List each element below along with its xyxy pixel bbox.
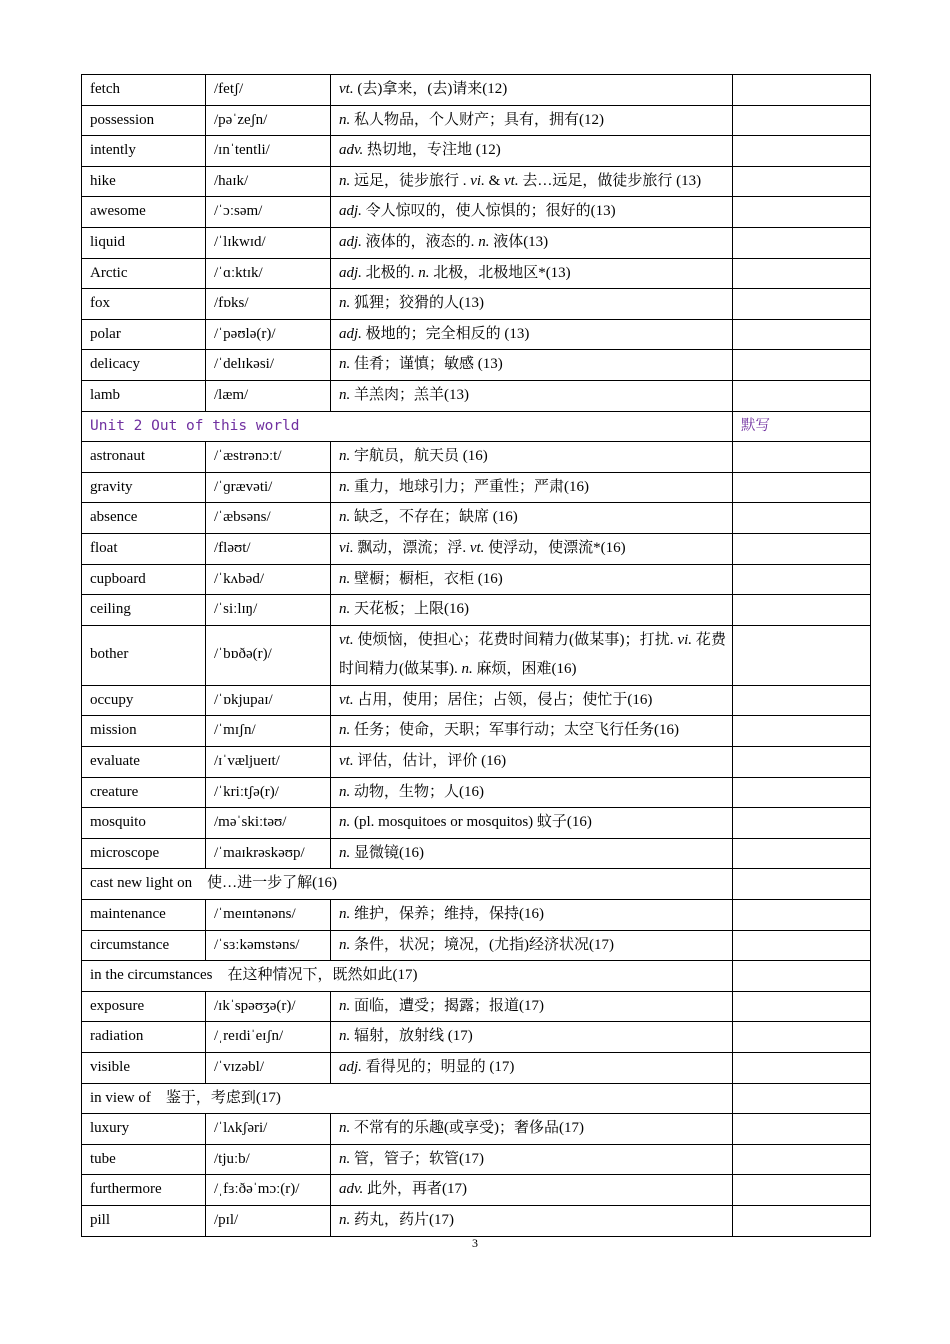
phonetic-cell: /ˈlʌkʃəri/ (206, 1114, 331, 1145)
phonetic-cell: /ˈɔːsəm/ (206, 197, 331, 228)
definition-cell (331, 166, 733, 197)
definition-text: 宇航员，航天员 (16) (350, 448, 488, 465)
unit-heading-row (82, 411, 871, 442)
definition-text: 此外，再者(17) (363, 1181, 468, 1198)
definition-text: 使浮动，使漂流*(16) (484, 539, 626, 556)
dictation-cell (733, 1144, 871, 1175)
part-of-speech: n. (418, 264, 430, 281)
word-cell: ceiling (82, 595, 206, 626)
dictation-cell (733, 747, 871, 778)
definition-text: 维护，保养；维持，保持(16) (350, 906, 544, 923)
definition-cell (331, 319, 733, 350)
definition-text: & (484, 172, 505, 189)
definition-cell (331, 533, 733, 564)
word-cell: cupboard (82, 564, 206, 595)
vocab-entry-row (82, 442, 871, 473)
dictation-cell (733, 166, 871, 197)
phonetic-cell: /ˈæbsəns/ (206, 503, 331, 534)
part-of-speech: n. (339, 1028, 351, 1045)
part-of-speech: n. (339, 172, 351, 189)
definition-cell (331, 838, 733, 869)
dictation-cell (733, 1114, 871, 1145)
dictation-cell (733, 1053, 871, 1084)
definition-cell (331, 685, 733, 716)
definition-cell (331, 1144, 733, 1175)
word-cell: mosquito (82, 808, 206, 839)
vocab-entry-row (82, 1144, 871, 1175)
word-cell: lamb (82, 380, 206, 411)
definition-cell (331, 75, 733, 106)
word-cell: possession (82, 105, 206, 136)
vocab-entry-row (82, 319, 871, 350)
dictation-cell (733, 136, 871, 167)
word-cell: occupy (82, 685, 206, 716)
phonetic-cell: /ˌreɪdiˈeɪʃn/ (206, 1022, 331, 1053)
phonetic-cell: /haɪk/ (206, 166, 331, 197)
dictation-cell (733, 472, 871, 503)
definition-text: 液体(13) (489, 233, 549, 250)
definition-text: 动物，生物；人(16) (350, 783, 484, 800)
definition-cell (331, 105, 733, 136)
part-of-speech: n. (339, 1211, 351, 1228)
phonetic-cell: /ˈɒkjupaɪ/ (206, 685, 331, 716)
phonetic-cell: /fetʃ/ (206, 75, 331, 106)
definition-cell (331, 900, 733, 931)
phonetic-cell: /ˈɡrævəti/ (206, 472, 331, 503)
part-of-speech: n. (339, 783, 351, 800)
definition-text: 条件，状况；境况，(尤指)经济状况(17) (350, 936, 614, 953)
definition-cell (331, 1175, 733, 1206)
word-cell: gravity (82, 472, 206, 503)
phonetic-cell: /ˈkʌbəd/ (206, 564, 331, 595)
vocab-entry-row (82, 380, 871, 411)
dictation-cell (733, 625, 871, 685)
dictation-cell (733, 258, 871, 289)
part-of-speech: adj. (339, 1059, 362, 1075)
word-cell: intently (82, 136, 206, 167)
part-of-speech: n. (339, 1150, 351, 1167)
dictation-cell (733, 900, 871, 931)
dictation-cell (733, 75, 871, 106)
definition-text: 缺乏，不存在；缺席 (16) (350, 509, 518, 526)
part-of-speech: n. (339, 1120, 351, 1137)
definition-text: 麻烦，困难(16) (472, 661, 577, 678)
part-of-speech: n. (339, 478, 351, 495)
dictation-cell (733, 319, 871, 350)
part-of-speech: n. (478, 233, 490, 250)
word-cell: fetch (82, 75, 206, 106)
dictation-cell (733, 503, 871, 534)
definition-cell (331, 258, 733, 289)
word-cell: liquid (82, 227, 206, 258)
part-of-speech: n. (339, 601, 351, 618)
dictation-cell (733, 197, 871, 228)
vocab-entry-row (82, 136, 871, 167)
dictation-cell (733, 930, 871, 961)
vocab-entry-row (82, 1053, 871, 1084)
definition-cell (331, 136, 733, 167)
dictation-cell (733, 1022, 871, 1053)
part-of-speech: n. (339, 936, 351, 953)
phonetic-cell: /ˈbɒðə(r)/ (206, 625, 331, 685)
phrase-row (82, 961, 871, 992)
part-of-speech: vi. (470, 172, 485, 189)
definition-text: 北极，北极地区*(13) (429, 264, 571, 281)
part-of-speech: n. (339, 722, 351, 739)
dictation-cell (733, 533, 871, 564)
part-of-speech: n. (339, 814, 351, 831)
word-cell: pill (82, 1205, 206, 1236)
word-cell: astronaut (82, 442, 206, 473)
part-of-speech: n. (339, 844, 351, 861)
dictation-cell (733, 716, 871, 747)
vocab-entry-row (82, 105, 871, 136)
vocab-entry-row (82, 716, 871, 747)
definition-text: 占用，使用；居住；占领，侵占；使忙于(16) (353, 691, 653, 708)
vocab-entry-row (82, 227, 871, 258)
word-cell: maintenance (82, 900, 206, 931)
vocab-entry-row (82, 1205, 871, 1236)
phonetic-cell: /ˈkriːtʃə(r)/ (206, 777, 331, 808)
word-cell: polar (82, 319, 206, 350)
definition-cell (331, 350, 733, 381)
definition-cell (331, 716, 733, 747)
phrase-cell: in the circumstances 在这种情况下，既然如此(17) (82, 961, 733, 992)
part-of-speech: vt. (339, 753, 354, 770)
word-cell: microscope (82, 838, 206, 869)
part-of-speech: n. (339, 295, 351, 312)
vocab-entry-row (82, 595, 871, 626)
phonetic-cell: /məˈskiːtəʊ/ (206, 808, 331, 839)
definition-text: 热切地，专注地 (12) (363, 142, 501, 159)
definition-cell (331, 930, 733, 961)
definition-text: 重力，地球引力；严重性；严肃(16) (350, 478, 589, 495)
dictation-cell (733, 777, 871, 808)
vocab-entry-row (82, 777, 871, 808)
definition-text: 评估，估计，评价 (16) (353, 753, 507, 770)
vocab-entry-row (82, 289, 871, 320)
part-of-speech: vt. (504, 172, 519, 189)
dictation-cell (733, 442, 871, 473)
definition-text: 天花板；上限(16) (350, 601, 469, 618)
phonetic-cell: /ˈsɜːkəmstəns/ (206, 930, 331, 961)
definition-cell (331, 1053, 733, 1084)
phonetic-cell: /pəˈzeʃn/ (206, 105, 331, 136)
phonetic-cell: /pɪl/ (206, 1205, 331, 1236)
dictation-cell (733, 564, 871, 595)
part-of-speech: vt. (339, 81, 354, 97)
phonetic-cell: /ˈsiːlɪŋ/ (206, 595, 331, 626)
definition-text: 私人物品，个人财产；具有，拥有(12) (350, 111, 604, 128)
part-of-speech: adv. (339, 142, 364, 159)
definition-cell (331, 991, 733, 1022)
definition-text: 使烦恼，使担心；花费时间精力(做某事)；打扰. (353, 631, 678, 648)
vocab-entry-row (82, 747, 871, 778)
part-of-speech: adj. (339, 203, 362, 220)
phonetic-cell: /fɒks/ (206, 289, 331, 320)
phonetic-cell: /ɪkˈspəʊʒə(r)/ (206, 991, 331, 1022)
definition-cell (331, 227, 733, 258)
definition-cell (331, 564, 733, 595)
part-of-speech: adj. (339, 264, 362, 281)
dictation-cell (733, 1083, 871, 1114)
dictation-cell (733, 961, 871, 992)
page-number: 3 (472, 1236, 478, 1250)
vocabulary-table (81, 74, 871, 1237)
dictation-cell (733, 380, 871, 411)
part-of-speech: n. (339, 509, 351, 526)
word-cell: fox (82, 289, 206, 320)
dictation-cell (733, 227, 871, 258)
definition-text: (pl. mosquitoes or mosquitos) 蚊子(16) (350, 814, 592, 831)
phonetic-cell: /ˈvɪzəbl/ (206, 1053, 331, 1084)
vocab-entry-row (82, 1022, 871, 1053)
word-cell: hike (82, 166, 206, 197)
definition-text: 北极的. (361, 264, 419, 281)
definition-cell (331, 777, 733, 808)
word-cell: tube (82, 1144, 206, 1175)
definition-text: 显微镜(16) (350, 844, 424, 861)
part-of-speech: n. (339, 111, 351, 128)
dictation-cell (733, 685, 871, 716)
vocabulary-table-body (82, 75, 871, 1237)
definition-text: 狐狸；狡猾的人(13) (350, 295, 484, 312)
definition-text: 液体的，液态的. (361, 233, 479, 250)
part-of-speech: n. (339, 386, 351, 403)
word-cell: visible (82, 1053, 206, 1084)
part-of-speech: vi. (677, 631, 693, 648)
vocab-entry-row (82, 503, 871, 534)
dictation-cell (733, 595, 871, 626)
phonetic-cell: /ˈmeɪntənəns/ (206, 900, 331, 931)
phonetic-cell: /ɪˈvæljueɪt/ (206, 747, 331, 778)
vocab-entry-row (82, 350, 871, 381)
vocab-entry-row (82, 197, 871, 228)
word-cell: creature (82, 777, 206, 808)
vocab-entry-row (82, 808, 871, 839)
dictation-cell (733, 1205, 871, 1236)
dictation-cell (733, 1175, 871, 1206)
word-cell: radiation (82, 1022, 206, 1053)
definition-cell (331, 503, 733, 534)
word-cell: delicacy (82, 350, 206, 381)
definition-text: 飘动，漂流；浮. (353, 539, 470, 556)
phonetic-cell: /læm/ (206, 380, 331, 411)
definition-cell (331, 747, 733, 778)
definition-text: 佳肴；谨慎；敏感 (13) (350, 356, 503, 373)
dictation-header: 默写 (733, 411, 871, 442)
phonetic-cell: /ˈæstrənɔːt/ (206, 442, 331, 473)
definition-text: 药丸，药片(17) (350, 1211, 454, 1228)
definition-text: 壁橱；橱柜，衣柜 (16) (350, 570, 503, 587)
vocab-entry-row (82, 900, 871, 931)
part-of-speech: vi. (339, 539, 354, 556)
definition-text: 看得见的；明显的 (17) (361, 1059, 515, 1075)
part-of-speech: n. (339, 997, 351, 1014)
dictation-cell (733, 105, 871, 136)
definition-cell (331, 1205, 733, 1236)
phrase-row (82, 1083, 871, 1114)
phonetic-cell: /ˈlɪkwɪd/ (206, 227, 331, 258)
dictation-cell (733, 869, 871, 900)
vocab-entry-row (82, 258, 871, 289)
phonetic-cell: /ˈmaɪkrəskəʊp/ (206, 838, 331, 869)
definition-cell (331, 380, 733, 411)
phonetic-cell: /ˈdelɪkəsi/ (206, 350, 331, 381)
phrase-cell: cast new light on 使…进一步了解(16) (82, 869, 733, 900)
vocab-entry-row (82, 1175, 871, 1206)
definition-text: 去…远足，做徒步旅行 (13) (518, 172, 702, 189)
definition-text: 管，管子；软管(17) (350, 1150, 484, 1167)
word-cell: evaluate (82, 747, 206, 778)
word-cell: Arctic (82, 258, 206, 289)
definition-text: 羊羔肉；羔羊(13) (350, 386, 469, 403)
word-cell: mission (82, 716, 206, 747)
word-cell: circumstance (82, 930, 206, 961)
phrase-row (82, 869, 871, 900)
definition-cell (331, 595, 733, 626)
definition-text: 面临，遭受；揭露；报道(17) (350, 997, 544, 1014)
definition-cell (331, 472, 733, 503)
definition-cell (331, 1022, 733, 1053)
phonetic-cell: /ˌfɜːðəˈmɔː(r)/ (206, 1175, 331, 1206)
dictation-cell (733, 808, 871, 839)
definition-text: 花费时间精力(做某事). (339, 631, 726, 678)
part-of-speech: vt. (339, 631, 354, 648)
definition-text: 辐射，放射线 (17) (350, 1028, 473, 1045)
vocab-entry-row (82, 838, 871, 869)
phonetic-cell: /ɪnˈtentli/ (206, 136, 331, 167)
word-cell: exposure (82, 991, 206, 1022)
word-cell: luxury (82, 1114, 206, 1145)
vocab-entry-row (82, 930, 871, 961)
definition-text: 极地的；完全相反的 (13) (361, 325, 530, 342)
dictation-cell (733, 289, 871, 320)
definition-cell (331, 1114, 733, 1145)
phonetic-cell: /ˈpəʊlə(r)/ (206, 319, 331, 350)
phonetic-cell: /tjuːb/ (206, 1144, 331, 1175)
dictation-cell (733, 350, 871, 381)
definition-cell (331, 197, 733, 228)
word-cell: absence (82, 503, 206, 534)
definition-text: 令人惊叹的，使人惊惧的；很好的(13) (361, 203, 616, 220)
definition-cell (331, 625, 733, 685)
definition-text: 任务；使命，天职；军事行动；太空飞行任务(16) (350, 722, 679, 739)
vocab-entry-row (82, 75, 871, 106)
definition-cell (331, 808, 733, 839)
word-cell: furthermore (82, 1175, 206, 1206)
dictation-cell (733, 838, 871, 869)
vocab-entry-row (82, 533, 871, 564)
definition-text: 不常有的乐趣(或享受)；奢侈品(17) (350, 1120, 584, 1137)
part-of-speech: n. (339, 906, 351, 923)
phonetic-cell: /fləʊt/ (206, 533, 331, 564)
part-of-speech: adj. (339, 325, 362, 342)
part-of-speech: vt. (339, 691, 354, 708)
part-of-speech: adv. (339, 1181, 364, 1198)
phonetic-cell: /ˈmɪʃn/ (206, 716, 331, 747)
definition-text: (去)拿来，(去)请来(12) (353, 81, 508, 97)
word-cell: awesome (82, 197, 206, 228)
part-of-speech: n. (339, 356, 351, 373)
dictation-cell (733, 991, 871, 1022)
part-of-speech: n. (339, 448, 351, 465)
vocab-entry-row (82, 685, 871, 716)
word-cell: bother (82, 625, 206, 685)
phonetic-cell: /ˈɑːktɪk/ (206, 258, 331, 289)
vocab-entry-row (82, 625, 871, 685)
vocab-entry-row (82, 1114, 871, 1145)
part-of-speech: adj. (339, 233, 362, 250)
definition-cell (331, 289, 733, 320)
phrase-cell: in view of 鉴于，考虑到(17) (82, 1083, 733, 1114)
vocab-entry-row (82, 991, 871, 1022)
vocab-entry-row (82, 564, 871, 595)
part-of-speech: n. (461, 661, 473, 678)
vocab-entry-row (82, 166, 871, 197)
vocab-entry-row (82, 472, 871, 503)
word-cell: float (82, 533, 206, 564)
definition-cell (331, 442, 733, 473)
part-of-speech: n. (339, 570, 351, 587)
unit-title: Unit 2 Out of this world (82, 411, 733, 442)
part-of-speech: vt. (469, 539, 485, 556)
definition-text: 远足，徒步旅行 . (350, 172, 471, 189)
